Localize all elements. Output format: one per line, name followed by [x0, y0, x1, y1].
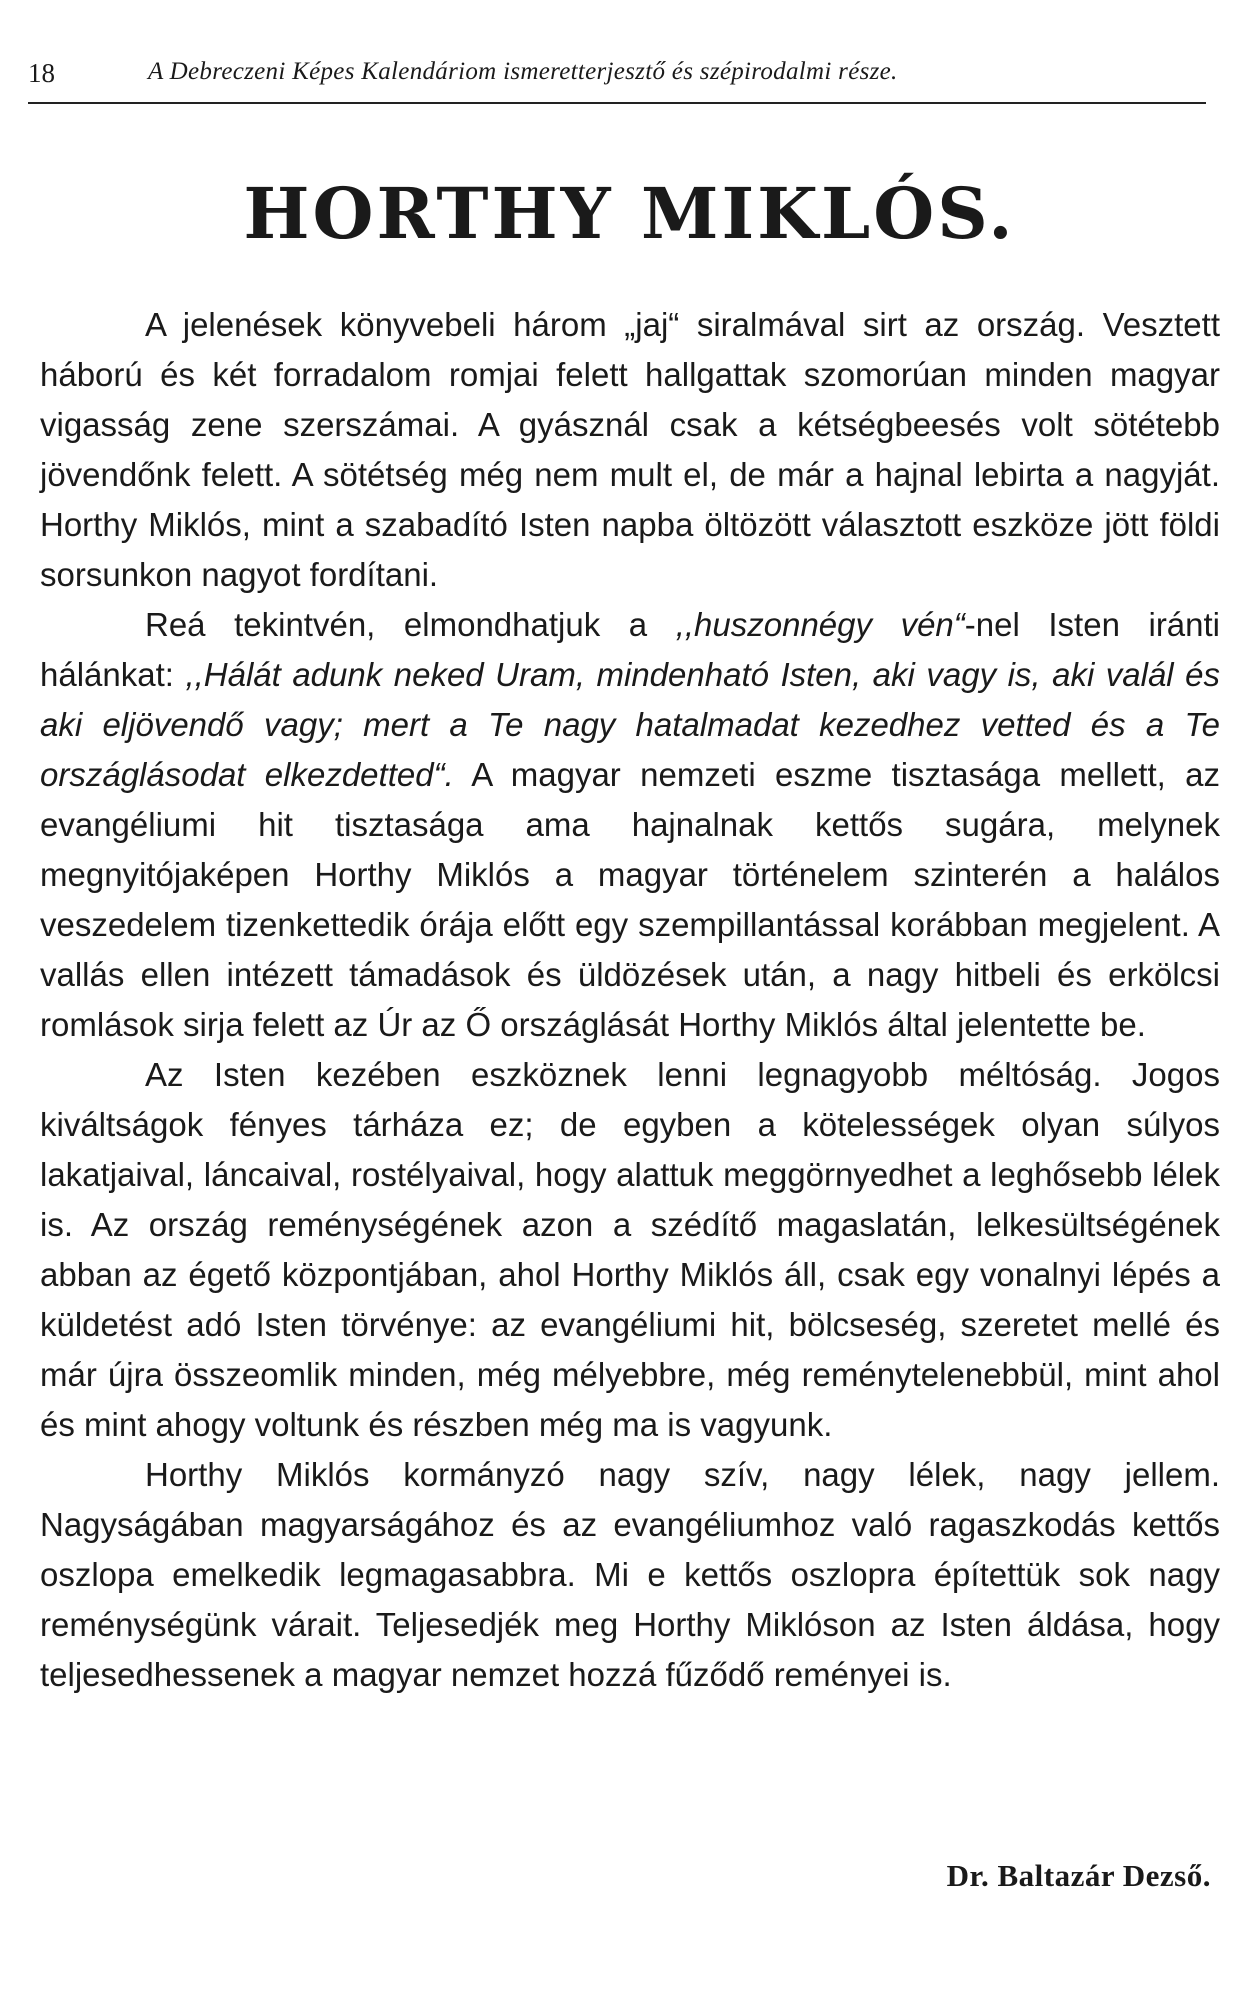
paragraph-2-lead: Reá tekintvén, elmondhatjuk a: [145, 606, 676, 643]
author-signature: Dr. Baltazár Dezső.: [946, 1858, 1211, 1893]
paragraph-2-mid: -nel Isten iránti hálánkat:: [40, 606, 1221, 693]
article-body: [40, 300, 1220, 1700]
article-title: HORTHY MIKLÓS.: [243, 172, 1016, 255]
quote-huszonnegy-ven: ,,huszonnégy vén“: [675, 606, 965, 643]
header-rule: [28, 102, 1206, 104]
paragraph-1: A jelenések könyvebeli három „jaj“ siralmával sirt az ország. Vesztett háború és két forradalom romjai felett hallgattak szomorúan minden magyar vigasság zene szerszámai. A gyásznál csak a kétségbeesés volt sötétebb jövendőnk felett. A sötétség még nem mult el, de már a hajnal lebirta a nagyját. Horthy Miklós, mint a szabadító Isten napba öltözött választott eszköze jött földi sorsunkon nagyot fordítani.: [40, 306, 1220, 593]
scripture-quote: ,,Hálát adunk neked Uram, mindenható Isten, aki vagy is, aki valál és aki eljövendő vagy; mert a Te nagy hatalmadat kezedhez vetted és a Te országlásodat elkezdetted“.: [40, 656, 1221, 793]
running-header: [28, 58, 1203, 98]
paragraph-2-rest: A magyar nemzeti eszme tisztasága mellett, az evangéliumi hit tisztasága ama hajnalnak kettős sugára, melynek megnyitójaképen Horthy Miklós a magyar történelem szinterén a halálos veszedelem tizenkettedik órája előtt egy szempillantással korábban megjelent. A vallás ellen intézett támadások és üldözések után, a nagy hitbeli és erkölcsi romlások sirja felett az Úr az Ő országlását Horthy Miklós által jelentette be.: [40, 756, 1220, 1043]
running-title: A Debreczeni Képes Kalendáriom ismeretterjesztő és szépirodalmi része.: [148, 58, 898, 85]
page-number: 18: [28, 58, 55, 88]
paragraph-3: Az Isten kezében eszköznek lenni legnagyobb méltóság. Jogos kiváltságok fényes tárháza ez; de egyben a kötelességek olyan súlyos lakatjaival, láncaival, rostélyaival, hogy alattuk meggörnyedhet a leghősebb lélek is. Az ország reménységének azon a szédítő magaslatán, lelkesültségének abban az égető központjában, ahol Horthy Miklós áll, csak egy vonalnyi lépés a küldetést adó Isten törvénye: az evangéliumi hit, bölcseség, szeretet mellé és már újra összeomlik minden, még mélyebbre, még reménytelenebbül, mint ahol és mint ahogy voltunk és részben még ma is vagyunk.: [40, 1056, 1220, 1443]
paragraph-4: Horthy Miklós kormányzó nagy szív, nagy lélek, nagy jellem. Nagyságában magyarságához és az evangéliumhoz való ragaszkodás kettős oszlopa emelkedik legmagasabbra. Mi e kettős oszlopra építettük sok nagy reménységünk várait. Teljesedjék meg Horthy Miklóson az Isten áldása, hogy teljesedhessenek a magyar nemzet hozzá fűződő reményei is.: [40, 1456, 1220, 1693]
paragraph-2: [40, 600, 1220, 1050]
